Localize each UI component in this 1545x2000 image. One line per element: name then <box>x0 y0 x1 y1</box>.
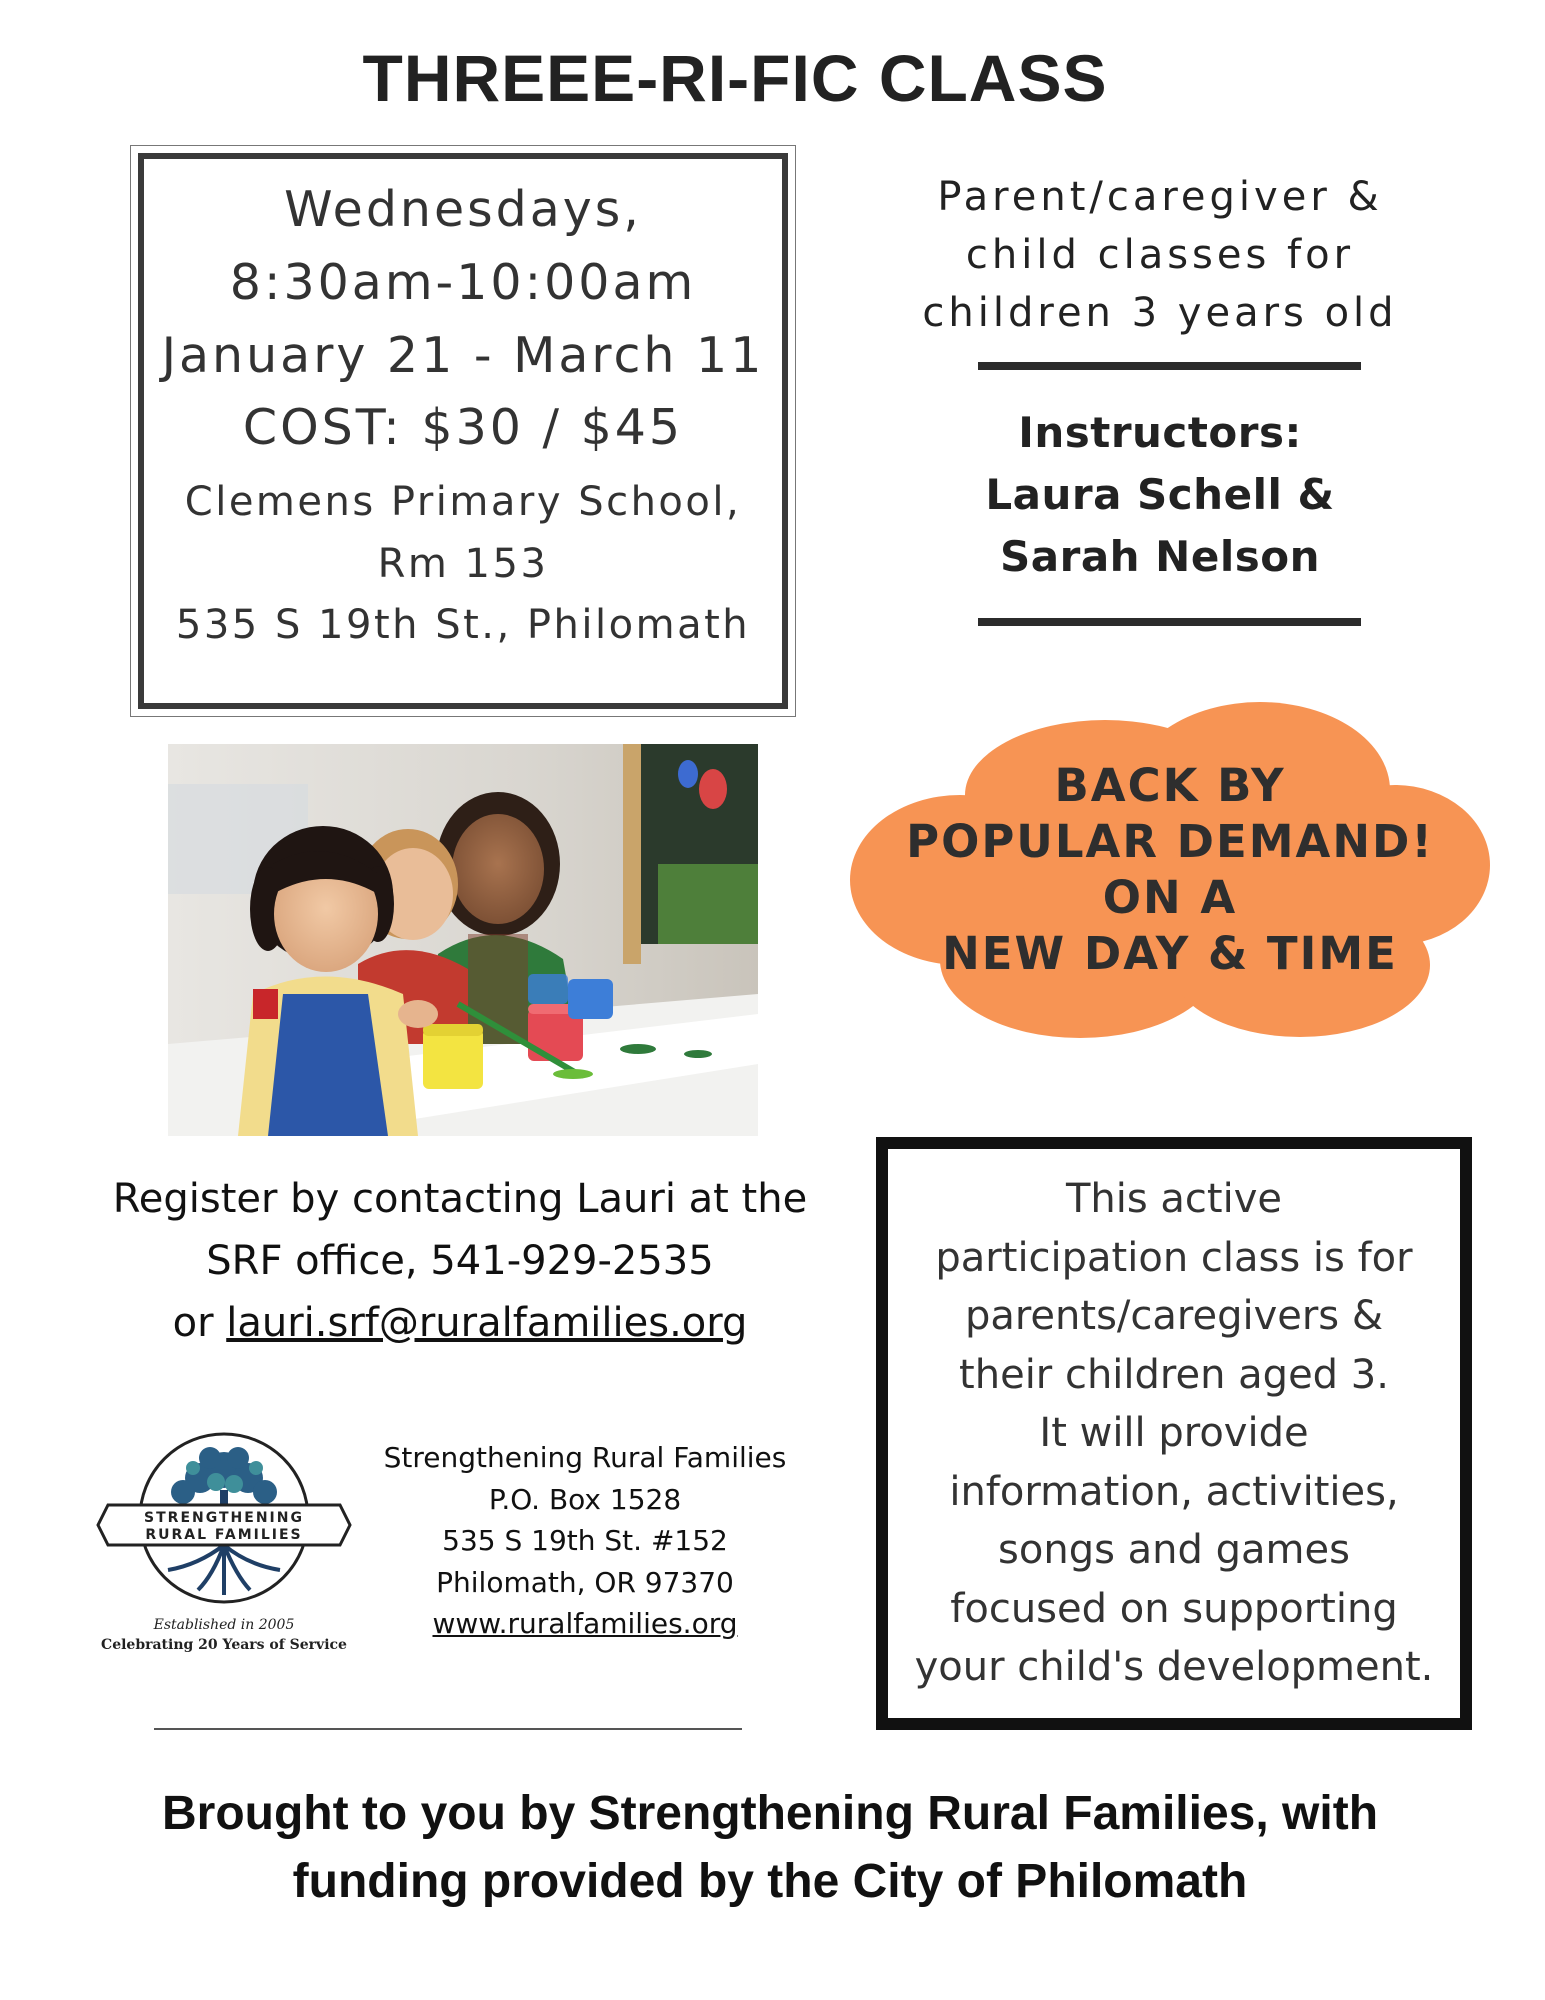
schedule-dates: January 21 - March 11 <box>161 327 765 384</box>
schedule-address: 535 S 19th St., Philomath <box>175 602 751 648</box>
org-name: Strengthening Rural Families <box>383 1441 787 1474</box>
class-description <box>876 1170 1472 1697</box>
audience-line: children 3 years old <box>922 290 1398 336</box>
org-po-box: P.O. Box 1528 <box>488 1482 682 1516</box>
divider <box>154 1728 742 1730</box>
schedule-cost: COST: $30 / $45 <box>242 399 684 456</box>
description-line: It will provide <box>1039 1410 1309 1456</box>
banner-line: NEW DAY & TIME <box>942 927 1398 980</box>
organization-address <box>340 1437 830 1645</box>
description-line: focused on supporting <box>950 1585 1398 1632</box>
email-link[interactable]: lauri.srf@ruralfamilies.org <box>226 1300 748 1346</box>
audience-description <box>880 168 1440 342</box>
description-line: their children aged 3. <box>959 1351 1389 1398</box>
description-line: parents/caregivers & <box>964 1293 1384 1339</box>
instructors-heading: Instructors: <box>1018 408 1302 457</box>
schedule-room: Rm 153 <box>377 541 549 587</box>
instructor-name: Sarah Nelson <box>1000 532 1320 581</box>
schedule-location: Clemens Primary School, <box>184 479 742 525</box>
description-line: songs and games <box>998 1527 1350 1573</box>
banner-line: BACK BY <box>1054 759 1286 812</box>
org-city: Philomath, OR 97370 <box>436 1565 734 1599</box>
description-line: your child's development. <box>914 1644 1434 1690</box>
back-by-popular-demand-banner <box>860 758 1480 982</box>
register-line <box>50 1292 870 1354</box>
footer-line: funding provided by the City of Philomath <box>292 1855 1248 1908</box>
banner-line: ON A <box>1102 871 1238 924</box>
roots-icon <box>168 1545 280 1595</box>
schedule-day: Wednesdays, <box>284 181 642 238</box>
org-street: 535 S 19th St. #152 <box>442 1524 728 1557</box>
register-line: SRF office, 541-929-2535 <box>206 1238 714 1284</box>
audience-line: child classes for <box>965 232 1355 278</box>
logo-celebrating: Celebrating 20 Years of Service <box>101 1637 347 1653</box>
website-link[interactable]: www.ruralfamilies.org <box>432 1607 738 1640</box>
instructor-name: Laura Schell & <box>985 470 1335 519</box>
description-line: participation class is for <box>935 1234 1413 1281</box>
description-line: information, activities, <box>949 1468 1399 1515</box>
audience-line: Parent/caregiver & <box>937 174 1383 220</box>
logo-established: Established in 2005 <box>153 1617 295 1633</box>
srf-logo <box>88 1410 360 1660</box>
schedule-box-frame <box>138 153 788 709</box>
register-line: Register by contacting Lauri at the <box>112 1176 808 1222</box>
logo-name-line2: RURAL FAMILIES <box>145 1527 303 1543</box>
registration-info <box>50 1168 870 1354</box>
description-line: This active <box>1065 1176 1283 1222</box>
divider <box>978 362 1361 370</box>
schedule-box <box>130 145 796 717</box>
footer-line: Brought to you by Strengthening Rural Families, with <box>161 1787 1379 1840</box>
schedule-time: 8:30am-10:00am <box>229 254 697 311</box>
page-title: THREEE-RI-FIC CLASS <box>362 41 1108 115</box>
instructors-block <box>880 402 1440 588</box>
logo-name-line1: STRENGTHENING <box>144 1510 304 1526</box>
divider <box>978 618 1361 626</box>
banner-line: POPULAR DEMAND! <box>906 815 1434 868</box>
register-prefix: or <box>172 1300 227 1346</box>
footer-credits <box>40 1780 1500 1916</box>
children-painting-photo <box>168 744 758 1136</box>
